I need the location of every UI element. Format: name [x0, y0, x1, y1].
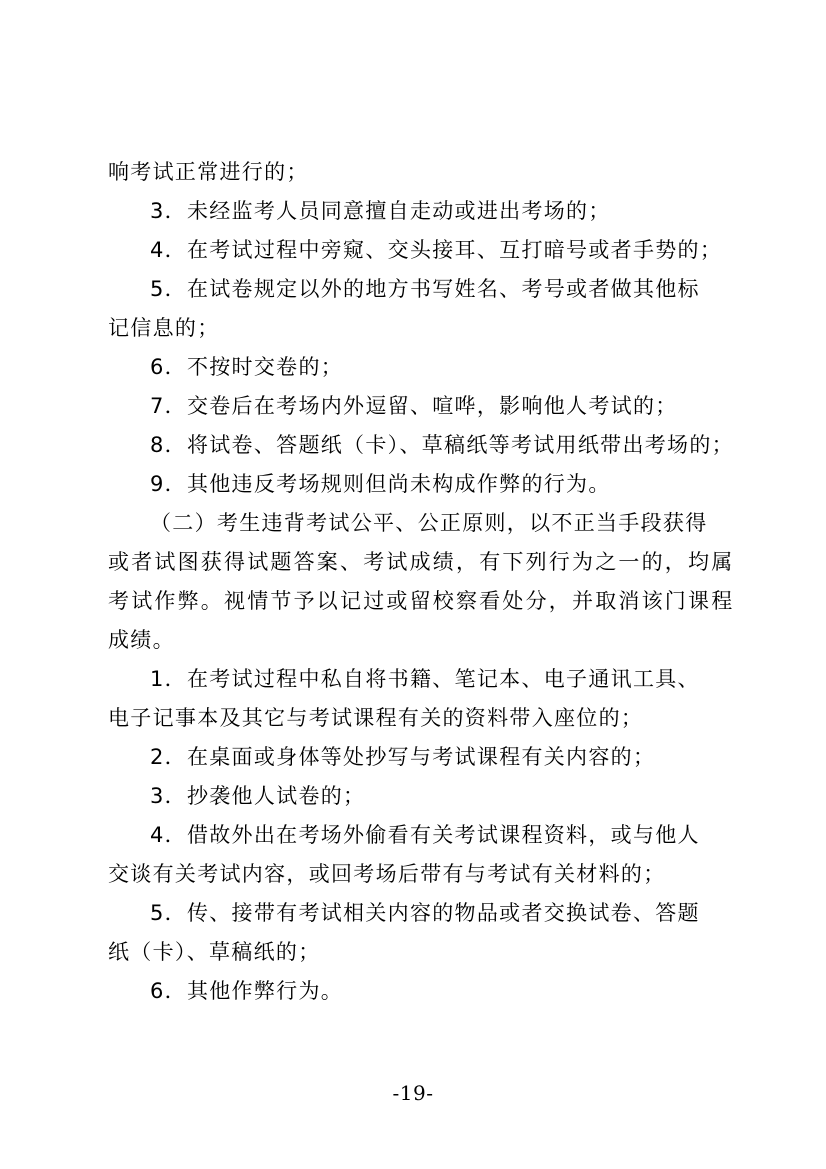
page-number: -19- — [392, 1081, 434, 1105]
text-line: 或者试图获得试题答案、考试成绩，有下列行为之一的，均属 — [108, 550, 735, 574]
text-line: 电子记事本及其它与考试课程有关的资料带入座位的； — [108, 706, 644, 730]
text-line: 3．抄袭他人试卷的； — [150, 784, 366, 808]
text-line: 交谈有关考试内容，或回考场后带有与考试有关材料的； — [108, 862, 666, 886]
text-line: 3．未经监考人员同意擅自走动或进出考场的； — [150, 199, 611, 223]
text-line: 响考试正常进行的； — [108, 160, 309, 184]
text-line: 5．在试卷规定以外的地方书写姓名、考号或者做其他标 — [150, 277, 700, 301]
text-line: 7．交卷后在考场内外逗留、喧哗，影响他人考试的； — [150, 394, 678, 418]
text-line: 记信息的； — [108, 316, 220, 340]
text-line: 成绩。 — [108, 628, 175, 652]
text-line: 6．不按时交卷的； — [150, 355, 344, 379]
text-line: 纸（卡）、草稿纸的； — [108, 940, 321, 964]
text-line: 8．将试卷、答题纸（卡）、草稿纸等考试用纸带出考场的； — [150, 433, 734, 457]
text-line: 4．在考试过程中旁窥、交头接耳、互打暗号或者手势的； — [150, 238, 723, 262]
text-line: 9．其他违反考场规则但尚未构成作弊的行为。 — [150, 472, 611, 496]
text-line: 1．在考试过程中私自将书籍、笔记本、电子通讯工具、 — [150, 667, 700, 691]
text-line: 6．其他作弊行为。 — [150, 979, 344, 1003]
text-line: 4．借故外出在考场外偷看有关考试课程资料，或与他人 — [150, 823, 700, 847]
text-line: 2．在桌面或身体等处抄写与考试课程有关内容的； — [150, 745, 656, 769]
text-line: 考试作弊。视情节予以记过或留校察看处分，并取消该门课程 — [108, 589, 735, 613]
text-line: 5．传、接带有考试相关内容的物品或者交换试卷、答题 — [150, 901, 700, 925]
section-heading-line: （二）考生违背考试公平、公正原则，以不正当手段获得 — [150, 511, 708, 535]
